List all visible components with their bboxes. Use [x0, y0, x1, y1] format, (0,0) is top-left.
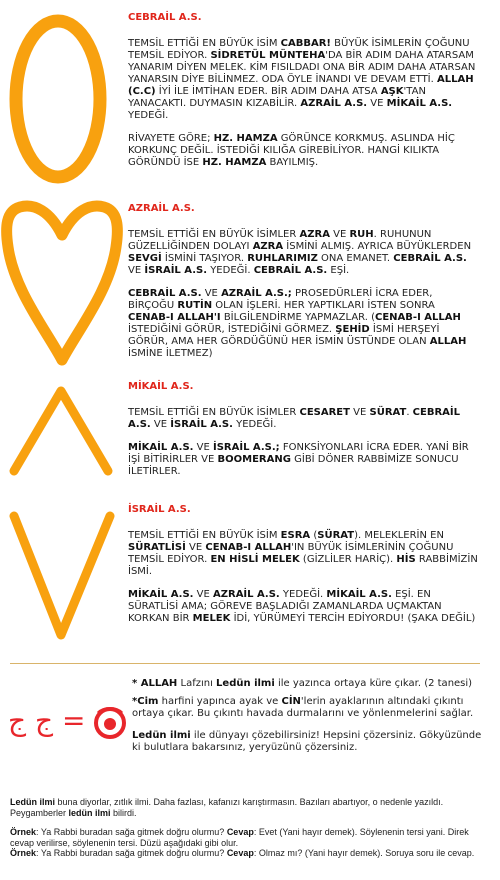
bold-term: Örnek [10, 827, 37, 837]
bold-term: RUHLARIMIZ [247, 253, 318, 264]
section-paragraph: TEMSİL ETTİĞİ EN BÜYÜK İSİMLER CESARET VE SÜRAT. CEBRAİL A.S. VE İSRAİL A.S. YEDEĞİ. [128, 407, 460, 430]
bold-term: ALLAH [429, 336, 467, 347]
bold-term: Örnek [10, 848, 37, 858]
bold-term: * ALLAH [132, 678, 178, 689]
bold-term: İSRAİL A.S. [144, 265, 208, 276]
bold-term: Ledün ilmi [132, 730, 191, 741]
bold-term: SEVGİ [128, 253, 162, 264]
bold-term: Cevap [226, 848, 254, 858]
bold-term: RUTİN [177, 300, 213, 311]
bold-term: ALLAH (C.C) [128, 74, 474, 97]
section-israil [0, 500, 500, 660]
bold-term: CİN [281, 696, 301, 707]
bold-term: MİKAİL A.S. [326, 589, 392, 600]
section-paragraph: MİKAİL A.S. VE AZRAİL A.S. YEDEĞİ. MİKAİL A.S. EŞİ. EN SÜRATLİSİ AMA; GÖREVE BAŞLADIĞI ZAMANLARDA UÇMAKTAN KORKAN BİR MELEK İDİ, YÜRÜMEYİ TERCİH EDİYORDU! (ŞAKA DEĞİL) [128, 589, 476, 624]
divider [10, 663, 480, 664]
bottom-explanation [10, 797, 488, 859]
bold-term: CEBRAİL A.S. [128, 407, 460, 430]
formula [8, 700, 128, 746]
section-title: CEBRAİL A.S. [128, 12, 202, 23]
bold-term: CEBRAİL A.S. [128, 288, 202, 299]
bold-term: CENAB-I ALLAH'I [128, 312, 221, 323]
caret-up-shape-icon [0, 375, 125, 495]
section-cebrail [0, 0, 500, 195]
section-title: AZRAİL A.S. [128, 203, 195, 214]
bold-term: AZRAİL A.S.; [221, 288, 292, 299]
caret-down-shape-icon [0, 500, 125, 660]
bold-term: ledün ilmi [68, 807, 111, 818]
bold-term: İSRAİL A.S.; [213, 442, 280, 453]
bold-term: SİDRETÜL MÜNTEHA [210, 50, 326, 61]
bold-term: AZRA [252, 241, 284, 252]
bold-term: CESARET [299, 407, 350, 418]
bold-term: SÜRAT [369, 407, 407, 418]
bold-term: ESRA [280, 530, 311, 541]
example-paragraph: Örnek: Ya Rabbi buradan sağa gitmek doğru olurmu? Cevap: Evet (Yani hayır demek). Söylenenin tersi yani. Direk cevap verilirse, söylenenin tersi. Düzü aşağıdaki gibi olur. [10, 827, 469, 848]
note: Ledün ilmi ile dünyayı çözebilirsiniz! Hepsini çözersiniz. Gökyüzünde ki bulutlara bakarsınız, yeryüzünü çözersiniz. [132, 730, 482, 753]
note: * ALLAH Lafzını Ledün ilmi ile yazınca ortaya küre çıkar. (2 tanesi) [132, 678, 473, 689]
bold-term: HİS [396, 554, 416, 565]
bold-term: MİKAİL A.S. [128, 589, 194, 600]
bold-term: AZRA [299, 229, 330, 240]
bold-term: EN HİSLİ MELEK [210, 554, 300, 565]
section-mikail [0, 375, 500, 500]
bold-term: AŞK [380, 86, 404, 97]
bold-term: *Cim [132, 696, 159, 707]
section-title: MİKAİL A.S. [128, 381, 194, 392]
section-paragraph: TEMSİL ETTİĞİ EN BÜYÜK İSİM ESRA (SÜRAT). MELEKLERİN EN SÜRATLİSİ VE CENAB-I ALLAH'IN BÜYÜK İSİMLERİNİN ÇOĞUNU TEMSİL EDİYOR. EN HİSLİ MELEK (GİZLİLER HARİÇ). HİS RABBİMİZİN İSMİ. [128, 530, 478, 577]
bold-term: AZRAİL A.S. [213, 589, 280, 600]
bold-term: CENAB-I ALLAH [375, 312, 461, 323]
bold-term: MİKAİL A.S. [128, 442, 194, 453]
bold-term: SÜRAT [317, 530, 355, 541]
section-paragraph: MİKAİL A.S. VE İSRAİL A.S.; FONKSİYONLARI İCRA EDER. YANİ BİR İŞİ BİTİRİRLER VE BOOMERANG GİBİ DÖNER RABBİMİZE SONUCU İLETİRLER. [128, 442, 469, 477]
bold-term: İSRAİL A.S. [170, 419, 233, 430]
section-azrail [0, 195, 500, 370]
bold-term: CEBRAİL A.S. [253, 265, 328, 276]
bold-term: CEBRAİL A.S. [393, 253, 467, 264]
notes [132, 678, 482, 760]
formula-letters: ج ج = [8, 704, 86, 737]
bold-term: AZRAİL A.S. [300, 98, 368, 109]
bold-term: ŞEHİD [335, 324, 370, 335]
explanation-paragraph: Ledün ilmi buna diyorlar, zıtlık ilmi. Daha fazlası, kafanızı karıştırmasın. Bazıları abartıyor, o nedenle yazıldı. Peygamberler ledün ilmi bilirdi. [10, 797, 444, 818]
section-paragraph: TEMSİL ETTİĞİ EN BÜYÜK İSİM CABBAR! BÜYÜK İSİMLERİN ÇOĞUNU TEMSİL EDİYOR. SİDRETÜL MÜNTEHA'DA BİR ADIM DAHA ATARSAM YANARIM DİYEN MELEK. KİM FISILDADI ONA BİR ADIM DAHA ATARSAN YANARSIN DİYE BİLİNMEZ. ODA ÖYLE İNANDI VE DEVAM ETTİ. ALLAH (C.C) İYİ İLE İMTİHAN EDER. BİR ADIM DAHA ATSA AŞK'TAN YANACAKTI. DUYMASIN KIZABİLİR. AZRAİL A.S. VE MİKAİL A.S. YEDEĞİ. [128, 38, 476, 121]
heart-shape-icon [0, 195, 125, 375]
ring-symbol-icon [92, 704, 128, 740]
circle-shape-icon [0, 4, 120, 194]
bold-term: CABBAR! [280, 38, 331, 49]
bold-term: SÜRATLİSİ [128, 542, 186, 553]
bold-term: MELEK [192, 613, 231, 624]
bold-term: Cevap [226, 827, 254, 837]
note: *Cim harfini yapınca ayak ve CİN'lerin ayaklarının altındaki çıkıntı ortaya çıkar. Bu çıkıntı havada durmalarını ve yönlenmelerini sağlar. [132, 696, 474, 719]
section-paragraph: CEBRAİL A.S. VE AZRAİL A.S.; PROSEDÜRLERİ İCRA EDER, BİRÇOĞU RUTİN OLAN İŞLERİ. HER YAPTIKLARI İSTEN SONRA CENAB-I ALLAH'I BİLGİLENDİRME YAPMAZLAR. (CENAB-I ALLAH İSTEDİĞİNİ GÖRÜR, İSTEDİĞİNİ GÖRMEZ. ŞEHİD İSMİ HERŞEYİ GÖRÜR, AMA HER GÖRDÜĞÜNÜ HER İSMİN ÜSTÜNDE OLAN ALLAH İSMİNE İLETMEZ) [128, 288, 467, 359]
section-title: İSRAİL A.S. [128, 504, 191, 515]
section-paragraph: TEMSİL ETTİĞİ EN BÜYÜK İSİMLER AZRA VE RUH. RUHUNUN GÜZELLİĞİNDEN DOLAYI AZRA İSMİNİ ALMIŞ. AYRICA BÜYÜKLERDEN SEVGİ İSMİNİ TAŞIYOR. RUHLARIMIZ ONA EMANET. CEBRAİL A.S. VE İSRAİL A.S. YEDEĞİ. CEBRAİL A.S. EŞİ. [128, 229, 472, 276]
bold-term: BOOMERANG [217, 454, 291, 465]
bold-term: CENAB-I ALLAH [205, 542, 292, 553]
bold-term: HZ. HAMZA [202, 157, 267, 168]
section-paragraph: RİVAYETE GÖRE; HZ. HAMZA GÖRÜNCE KORKMUŞ. ASLINDA HİÇ KORKUNÇ DEĞİL. İSTEDİĞİ KILIĞA GİREBİLİYOR. HANGİ KILIKTA GÖRÜNDÜ İSE HZ. HAMZA BAYILMIŞ. [128, 133, 455, 168]
bold-term: HZ. HAMZA [213, 133, 278, 144]
example-paragraph: Örnek: Ya Rabbi buradan sağa gitmek doğru olurmu? Cevap: Olmaz mı? (Yani hayır demek). Soruya soru ile cevap. [10, 848, 475, 858]
bold-term: Ledün ilmi [216, 678, 275, 689]
bold-term: RUH [349, 229, 374, 240]
bold-term: MİKAİL A.S. [386, 98, 453, 109]
bold-term: Ledün ilmi [10, 797, 55, 807]
